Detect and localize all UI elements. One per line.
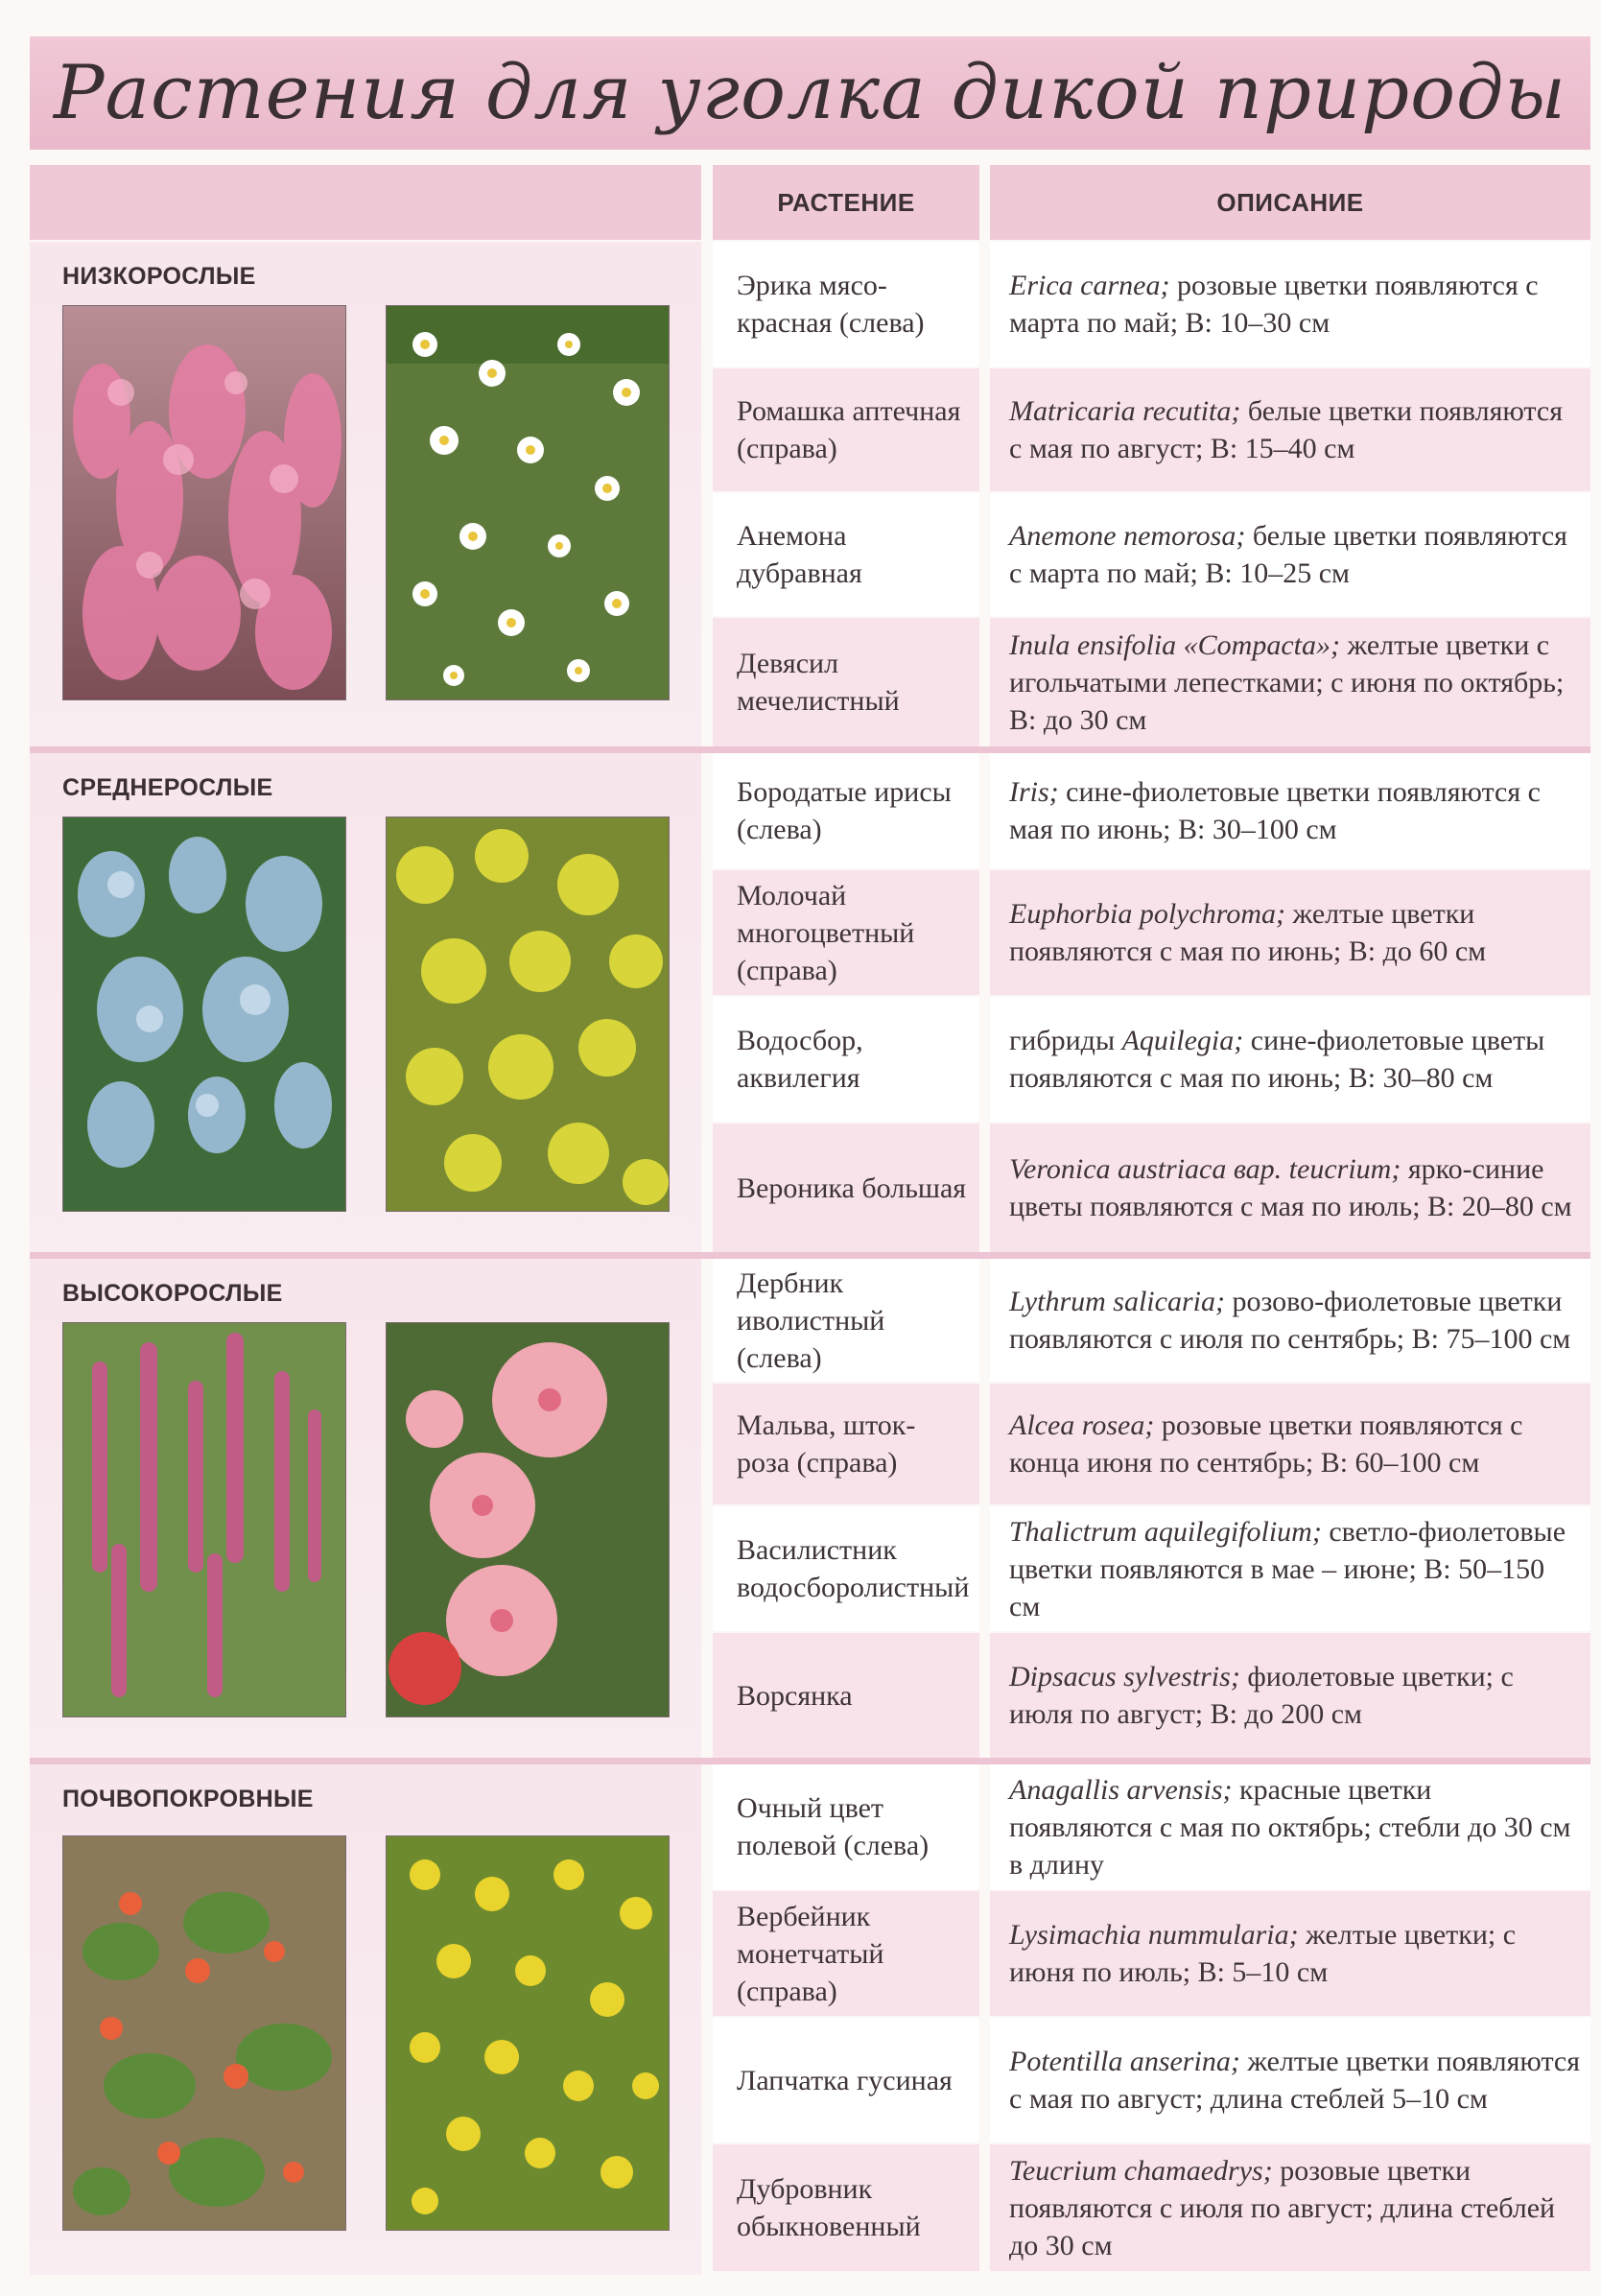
- plant-name: Василистник водосборолистный: [713, 1506, 979, 1631]
- plant-description: Inula ensifolia «Compacta»; желтые цветки с игольчатыми лепестками; с июня по октябрь; В: до 30 см: [990, 618, 1590, 746]
- plant-name: Ворсянка: [713, 1633, 979, 1758]
- plant-name: Анемона дубравная: [713, 493, 979, 616]
- plant-name: Дербник иволистный (слева): [713, 1259, 979, 1382]
- section-label: ВЫСОКОРОСЛЫЕ: [62, 1280, 283, 1307]
- pink-heather-photo: [62, 305, 346, 700]
- section-label: ПОЧВОПОКРОВНЫЕ: [62, 1786, 314, 1812]
- plant-name: Очный цвет полевой (слева): [713, 1764, 979, 1889]
- section-low: [30, 242, 1590, 746]
- plant-name: Вероника большая: [713, 1124, 979, 1252]
- table-row: [713, 618, 1590, 746]
- page-title: Растения для уголка дикой природы: [53, 50, 1567, 136]
- plant-description: Iris; сине-фиолетовые цветки появляются с мая по июнь; В: 30–100 см: [990, 753, 1590, 868]
- plant-name: Девясил мечелистный: [713, 618, 979, 746]
- plant-description: Thalictrum aquilegifolium; светло-фиолетовые цветки появляются в мае – июне; В: 50–150 см: [990, 1506, 1590, 1631]
- plant-name: Эрика мясо-красная (слева): [713, 242, 979, 367]
- plant-description: Alcea rosea; розовые цветки появляются с конца июня по сентябрь; В: 60–100 см: [990, 1384, 1590, 1504]
- table-row: [713, 242, 1590, 367]
- plant-name: Бородатые ирисы (слева): [713, 753, 979, 868]
- blue-iris-photo: [62, 817, 346, 1212]
- section-label: НИЗКОРОСЛЫЕ: [62, 263, 256, 290]
- plant-description: Potentilla anserina; желтые цветки появляются с мая по август; длина стеблей 5–10 см: [990, 2018, 1590, 2142]
- section-groundcover: [30, 1764, 1590, 2275]
- plant-name: Лапчатка гусиная: [713, 2018, 979, 2142]
- table-row: [713, 2144, 1590, 2271]
- header-blank: [30, 165, 701, 240]
- plant-description: Lysimachia nummularia; желтые цветки; с июня по июль; В: 5–10 см: [990, 1891, 1590, 2016]
- header-plant: РАСТЕНИЕ: [713, 165, 979, 240]
- section-divider: [30, 746, 1590, 753]
- loosestrife-photo: [62, 1322, 346, 1717]
- title-band: [30, 36, 1590, 150]
- euphorbia-photo: [386, 817, 670, 1212]
- table-row: [713, 997, 1590, 1122]
- header-description: ОПИСАНИЕ: [990, 165, 1590, 240]
- table-row: [713, 1259, 1590, 1382]
- plant-name: Водосбор, аквилегия: [713, 997, 979, 1122]
- plant-name: Дубровник обыкновенный: [713, 2144, 979, 2271]
- table-row: [713, 1124, 1590, 1252]
- table-row: [713, 1384, 1590, 1504]
- plant-description: Euphorbia polychroma; желтые цветки появляются с мая по июнь; В: до 60 см: [990, 870, 1590, 995]
- section-tall: [30, 1259, 1590, 1758]
- scarlet-pimpernel-photo: [62, 1835, 346, 2231]
- table-row: [713, 1506, 1590, 1631]
- plant-description: Veronica austriaca вар. teucrium; ярко-синие цветы появляются с мая по июль; В: 20–80 см: [990, 1124, 1590, 1252]
- plant-name: Молочай многоцветный (справа): [713, 870, 979, 995]
- table-row: [713, 493, 1590, 616]
- plant-description: Anemone nemorosa; белые цветки появляются с марта по май; В: 10–25 см: [990, 493, 1590, 616]
- plant-name: Вербейник монетчатый (справа): [713, 1891, 979, 2016]
- plant-description: Dipsacus sylvestris; фиолетовые цветки; с июля по август; В: до 200 см: [990, 1633, 1590, 1758]
- plant-description: Erica carnea; розовые цветки появляются с марта по май; В: 10–30 см: [990, 242, 1590, 367]
- section-divider: [30, 1758, 1590, 1764]
- section-divider: [30, 1252, 1590, 1259]
- table-row: [713, 870, 1590, 995]
- table-row: [713, 2018, 1590, 2142]
- plant-description: Matricaria recutita; белые цветки появляются с мая по август; В: 15–40 см: [990, 368, 1590, 491]
- hollyhock-photo: [386, 1322, 670, 1717]
- section-medium: [30, 753, 1590, 1252]
- table-row: [713, 1891, 1590, 2016]
- creeping-jenny-photo: [386, 1835, 670, 2231]
- plant-description: Anagallis arvensis; красные цветки появляются с мая по октябрь; стебли до 30 см в длину: [990, 1764, 1590, 1889]
- table-row: [713, 753, 1590, 868]
- plant-description: гибриды Aquilegia; сине-фиолетовые цветы появляются с мая по июнь; В: 30–80 см: [990, 997, 1590, 1122]
- section-label: СРЕДНЕРОСЛЫЕ: [62, 774, 273, 801]
- chamomile-photo: [386, 305, 670, 700]
- table-row: [713, 1764, 1590, 1889]
- table-row: [713, 368, 1590, 491]
- plant-description: Lythrum salicaria; розово-фиолетовые цветки появляются с июля по сентябрь; В: 75–100 см: [990, 1259, 1590, 1382]
- plant-name: Мальва, шток-роза (справа): [713, 1384, 979, 1504]
- plant-name: Ромашка аптечная (справа): [713, 368, 979, 491]
- table-row: [713, 1633, 1590, 1758]
- plant-description: Teucrium chamaedrys; розовые цветки появляются с июля по август; длина стеблей до 30 см: [990, 2144, 1590, 2271]
